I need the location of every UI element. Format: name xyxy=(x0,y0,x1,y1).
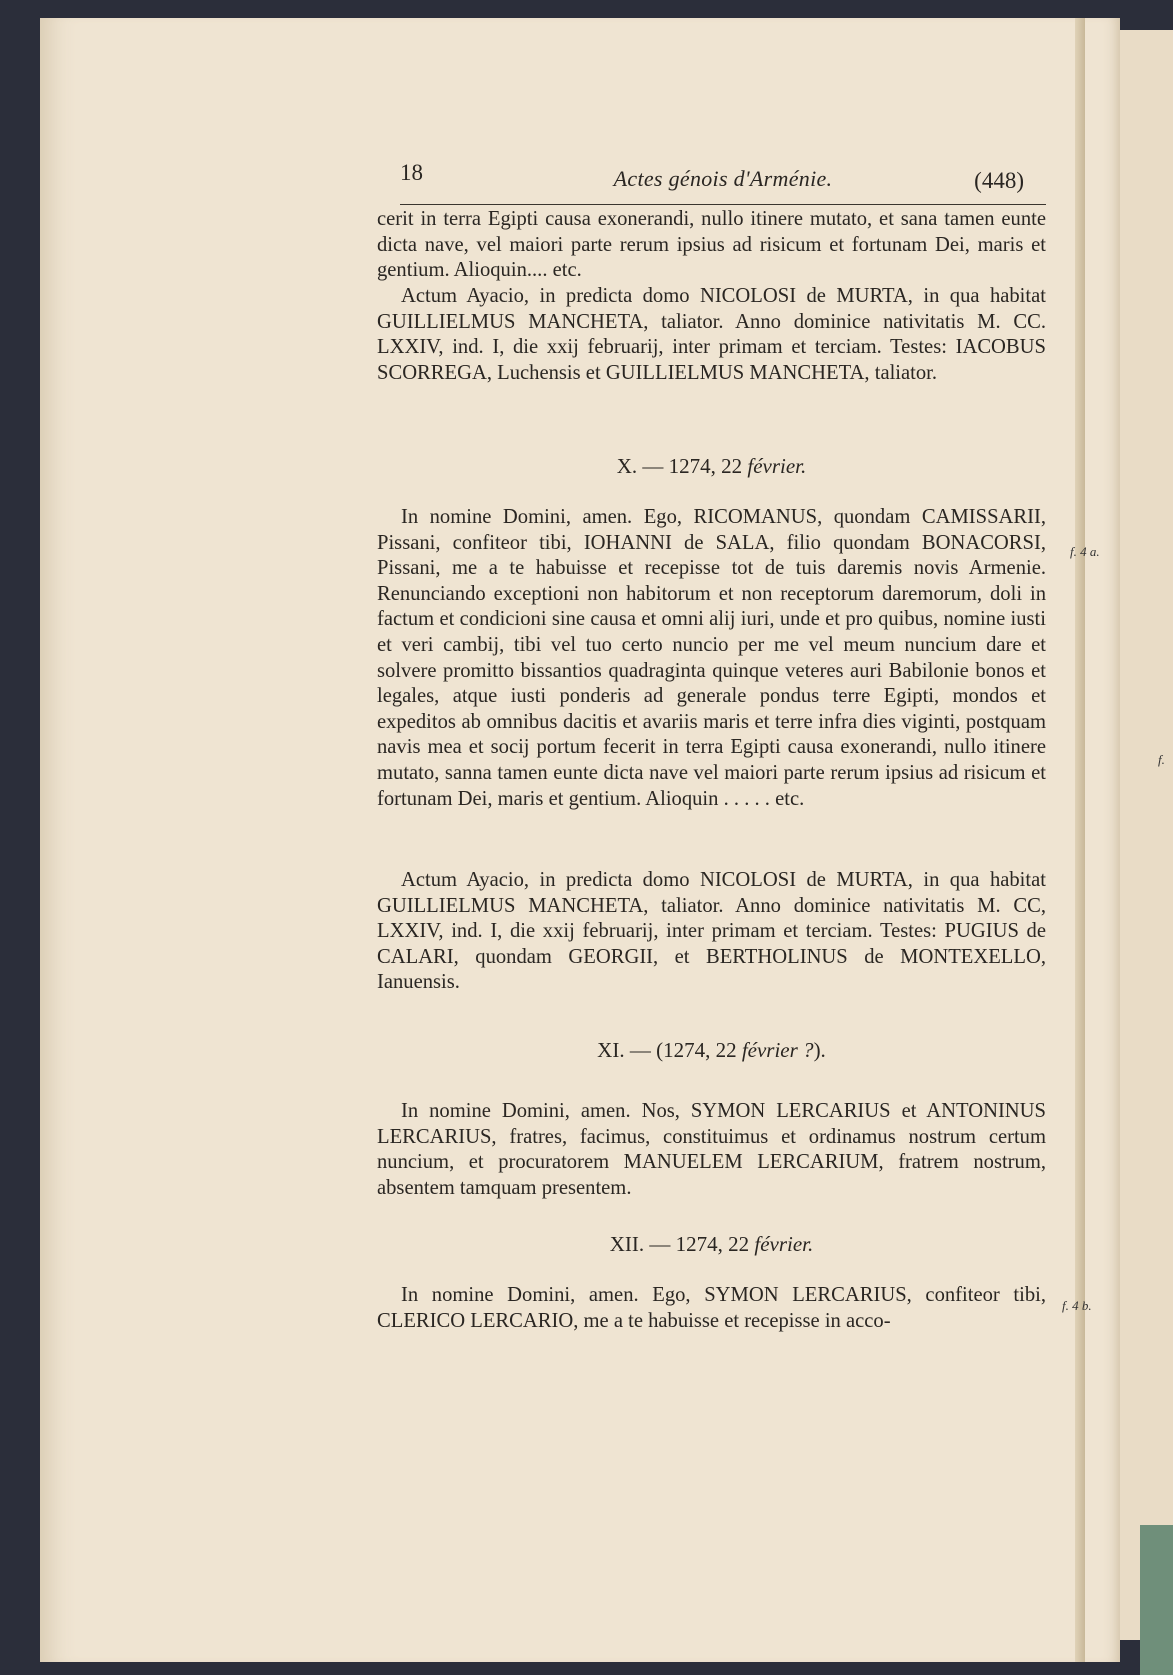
running-header xyxy=(400,160,1046,205)
heading-x-date: X. — 1274, 22 xyxy=(616,454,743,478)
paragraph-actum-1: Actum Ayacio, in predicta domo NICOLOSI de MURTA, in qua habitat GUILLIELMUS MANCHETA, taliator. Anno dominice nativitatis M. CC. LXXIV, ind. I, die xxij februarij, inter primam et terciam. Testes: IACOBUS SCORREGA, Luchensis et GUILLIELMUS MANCHETA, taliator. xyxy=(377,285,1046,384)
running-title: Actes génois d'Arménie. xyxy=(613,166,833,191)
section-heading-xii xyxy=(377,1232,1046,1257)
heading-xii-date: XII. — 1274, 22 xyxy=(609,1232,750,1256)
paragraph-actum-2: Actum Ayacio, in predicta domo NICOLOSI de MURTA, in qua habitat GUILLIELMUS MANCHETA, taliator. Anno dominice nativitatis M. CC, LXXIV, ind. I, die xxij februarij, inter primam et terciam. Testes: PUGIUS de CALARI, quondam GEORGII, et BERTHOLINUS de MONTEXELLO, Ianuensis. xyxy=(377,869,1046,994)
paragraph-act-x: In nomine Domini, amen. Ego, RICOMANUS, quondam CAMISSARII, Pissani, confiteor tibi, IOHANNI de SALA, filio quondam BONACORSI, Pissani, me a te habuisse et recepisse tot de tuis daremis novis Armenie. Renunciando exceptioni non habitorum et non receptorum daremorum, doli in factum et condicioni sine causa et omni alij iuri, unde et pro quibus, nomine iusti et veri cambij, tibi vel tuo certo nuncio per me vel meum nuncium dare et solvere promitto bissantios quadraginta quinque veteres auri Babilonie bonos et legales, atque iusti ponderis ad generale pondus terre Egipti, mondos et expeditos ab omnibus dacitis et avariis maris et terre infra dies viginti, postquam navis mea et socij portum fecerit in terra Egipti causa exonerandi, nullo itinere mutato, sanna tamen eunte dicta nave vel maiori parte rerum ipsius ad risicum et fortunam Dei, maris et gentium. Alioquin . . . . . etc. xyxy=(377,506,1046,810)
margin-note-f4a: f. 4 a. xyxy=(1070,544,1100,559)
section-heading-xi xyxy=(377,1038,1046,1063)
heading-x-month: février. xyxy=(747,454,807,478)
paragraph-continuation: cerit in terra Egipti causa exonerandi, nullo itinere mutato, et sana tamen eunte dicta nave, vel maiori parte rerum ipsius ad risicum et fortunam Dei, maris et gentium. Alioquin.... etc. xyxy=(377,208,1046,282)
section-heading-x xyxy=(377,454,1046,479)
page-fold xyxy=(1075,18,1085,1662)
heading-xi-close: ). xyxy=(813,1038,826,1062)
heading-xi-month: février ? xyxy=(741,1038,814,1062)
heading-xi-date: XI. — (1274, 22 xyxy=(597,1038,737,1062)
bracket-page-number: (448) xyxy=(974,168,1024,193)
margin-note-f4b: f. 4 b. xyxy=(1062,1298,1092,1313)
page-number: 18 xyxy=(400,160,423,185)
margin-note-f: f. xyxy=(1158,752,1165,767)
paragraph-act-xii: In nomine Domini, amen. Ego, SYMON LERCARIUS, confiteor tibi, CLERICO LERCARIO, me a te habuisse et recepisse in acco- xyxy=(377,1284,1046,1332)
heading-xii-month: février. xyxy=(754,1232,814,1256)
page-tab xyxy=(1140,1525,1173,1675)
paragraph-act-xi: In nomine Domini, amen. Nos, SYMON LERCARIUS et ANTONINUS LERCARIUS, fratres, facimus, constituimus et ordinamus nostrum certum nuncium, et procuratorem MANUELEM LERCARIUM, fratrem nostrum, absentem tamquam presentem. xyxy=(377,1100,1046,1199)
